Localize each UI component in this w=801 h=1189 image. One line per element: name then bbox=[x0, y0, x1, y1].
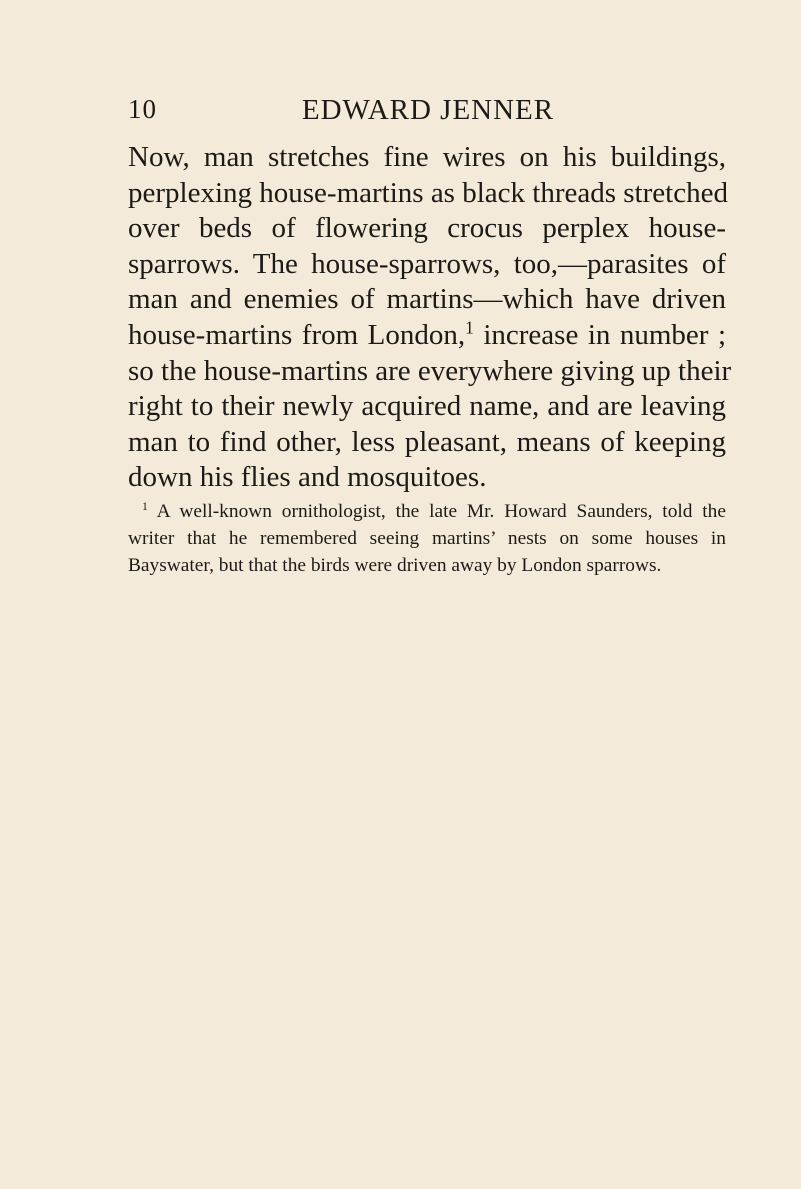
page-number: 10 bbox=[128, 94, 157, 124]
text-line-with-footnote-ref bbox=[128, 318, 726, 354]
footnote-reference: 1 bbox=[465, 317, 474, 338]
footnote-text: A well-known ornithologist, the late Mr. Howard Saunders, told the bbox=[156, 501, 726, 522]
text-line: Now, man stretches fine wires on his buildings, bbox=[128, 141, 726, 173]
text-line: man to find other, less pleasant, means of keeping bbox=[128, 425, 726, 458]
footnote-line: Bayswater, but that the birds were driven away by London sparrows. bbox=[128, 555, 662, 576]
text-line: so the house-martins are everywhere giving up their bbox=[128, 354, 732, 387]
footnote-line: writer that he remembered seeing martins’ nests on some houses in bbox=[128, 528, 726, 549]
text-line: perplexing house-martins as black threads stretched bbox=[128, 176, 728, 209]
text-line: right to their newly acquired name, and are leaving bbox=[128, 390, 726, 423]
body-paragraph bbox=[128, 140, 732, 496]
text-line: sparrows. The house-sparrows, too,—parasites of bbox=[128, 247, 726, 280]
text-line: down his flies and mosquitoes. bbox=[128, 461, 487, 494]
running-head bbox=[128, 94, 728, 134]
footnote bbox=[128, 498, 726, 579]
footnote-marker: 1 bbox=[142, 500, 148, 514]
text-segment: house-martins from London, bbox=[128, 318, 466, 351]
footnote-line bbox=[128, 498, 726, 525]
text-line: over beds of flowering crocus perplex house- bbox=[128, 212, 726, 245]
running-title: EDWARD JENNER bbox=[301, 94, 555, 126]
text-line: man and enemies of martins—which have driven bbox=[128, 283, 726, 316]
text-segment: increase in number ; bbox=[483, 318, 727, 351]
